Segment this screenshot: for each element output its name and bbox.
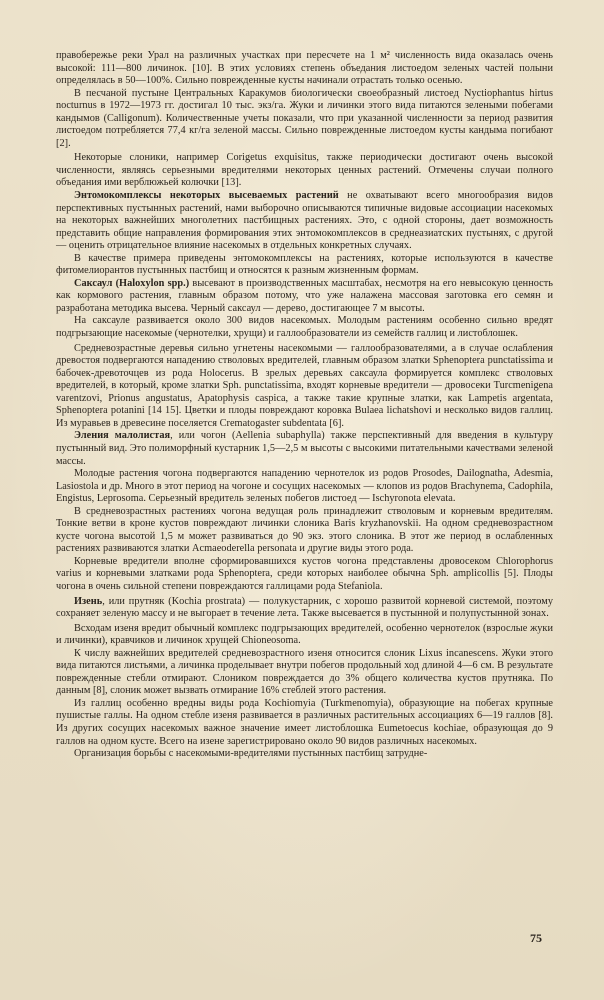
paragraph-14 [56,623,553,648]
paragraph-text: , или чогон (Aellenia subaphylla) также перспективный для введения в культуру пустынный вид. Это полиморфный кустарник 1,5—2,5 м высоты с высокими питательными качествами зеленой массы. [56,430,554,467]
paragraph-text: высевают в производственных масштабах, несмотря на его невысокую ценность как кормового растения, главным образом потому, что уже налажена массовая заготовка его семян и разработана методика высева. Черный саксаул — дерево, достигающее 7 м высоты. [56,277,553,314]
paragraph-5 [56,253,553,278]
paragraph-10 [56,468,553,506]
paragraph-text: В песчаной пустыне Центральных Каракумов биологически своеобразный листоед Nyctiophantus hirtus nocturnus в 1972—1973 гг. достигал 10 тыс. экз/га. Жуки и личинки этого вида питаются зелеными побегами кандымов (Calligonum). Количественные учеты показали, что при указанной численности за период развития листоедом потребляется 77,4 кг/га зеленой массы. Сильно поврежденные листоедом кусты кандыма погибают [2]. [56,87,553,149]
paragraph-heading: Энтомокомплексы некоторых высеваемых растений [74,190,339,202]
paragraph-4 [56,190,553,253]
body-text [56,50,553,761]
paragraph-text: Молодые растения чогона подвергаются нападению чернотелок из родов Prosodes, Dailognatha, Adesmia, Lasiostola и др. Много в этот период на чогоне и сосущих насекомых — клопов из родов Brachynema, Cadophila, Engistus, Leprosoma. Серьезный вредитель зеленых побегов листоед — Ischyronota elevata. [56,468,553,505]
paragraph-text: , или прутняк (Kochia prostrata) — полукустарник, с хорошо развитой корневой системой, поэтому сохраняет зеленую массу и не выгорает в течение лета. Также высевается в пустынной и полупустынной зонах. [56,595,553,620]
paragraph-heading: Саксаул (Haloxylon spp.) [74,277,190,289]
paragraph-13 [56,596,553,621]
paragraph-text: Всходам изеня вредит обычный комплекс подгрызающих вредителей, особенно чернотелок (взрослые жуки и личинки), кравчиков и личинок хрущей Chioneosoma. [56,622,553,647]
paragraph-6 [56,278,553,316]
paragraph-text: Средневозрастные деревья сильно угнетены насекомыми — галлообразователями, а в случае ослабления древостоя подвергаются нападению стволовых вредителей, главным образом златки Sphenoptera punctatissima и бабочек-древоточцев из рода Holocerus. В зрелых деревьях саксаула формируется комплекс стволовых вредителей, в который, кроме златки Sph. punctatissima, входят корневые вредители — дровосеки Turcmenigena varentzovi, Prionus angustatus, Apatophysis caspica, а также такие крупные златки, как Lampetis argentata, Sphenoptera potanini [14 15]. Цветки и плоды повреждают коровка Bulaea lichatshovi и несколько видов галлиц. Из муравьев в древесине поселяется Crematogaster subdentata [6]. [56,342,553,429]
paragraph-2 [56,88,553,151]
paragraph-text: В качестве примера приведены энтомокомплексы на растениях, которые используются в качестве фитомелиорантов пустынных пастбищ и относятся к разным жизненным формам. [56,252,553,277]
page-number: 75 [530,931,542,945]
paragraph-1 [56,50,553,88]
paragraph-12 [56,556,553,594]
paragraph-text: На саксауле развивается около 300 видов насекомых. Молодым растениям особенно сильно вредят подгрызающие насекомые (чернотелки, хрущи) и галлообразователи из семейств галлиц и листоблошек. [56,315,553,340]
paragraph-16 [56,698,553,748]
paragraph-15 [56,648,553,698]
paragraph-text: Корневые вредители вполне сформировавшихся кустов чогона представлены дровосеком Chlorophorus varius и корневыми златками рода Sphenoptera, среди которых наиболее обычна Sph. amplicollis [5]. Плоды чогона в очень сильной степени повреждаются галлицами рода Stefaniola. [56,555,553,592]
paragraph-heading: Изень [74,595,103,607]
paragraph-8 [56,343,553,431]
paragraph-text: В средневозрастных растениях чогона ведущая роль принадлежит стволовым и корневым вредителям. Тонкие ветви в кроне кустов повреждают личинки слоника Baris kryzhanovskii. На одном средневозрастном кусте чогона высотой 1,5 м может развиваться до 90 экз. этого слоника. В этот же период в ослабленных растениях развиваются златки Acmaeoderella personata и другие виды этого рода. [56,505,553,555]
paragraph-7 [56,315,553,340]
paragraph-heading: Эления малолистая [74,430,171,442]
paragraph-9 [56,430,553,468]
paragraph-text: Из галлиц особенно вредны виды рода Kochiomyia (Turkmenomyia), образующие на побегах крупные пушистые галлы. На одном стебле изеня развивается в различных растительных ассоциациях 6—19 галлов [8]. Из других сосущих насекомых важное значение имеет листоблошка Eumetoecus kochiae, образующая до 9 галлов на одном кусте. Всего на изене зарегистрировано около 90 видов различных насекомых. [56,697,553,747]
paragraph-text: Организация борьбы с насекомыми-вредителями пустынных пастбищ затрудне- [74,748,428,760]
paragraph-text: Некоторые слоники, например Corigetus exquisitus, также периодически достигают очень высокой численности, являясь серьезными вредителями некоторых ценных растений. Отмечены случаи полного объедания ими верблюжьей колючки [13]. [56,152,553,189]
paragraph-text: правобережье реки Урал на различных участках при пересчете на 1 м² численность вида оказалась очень высокой: 111—800 личинок. [10]. В этих условиях степень объедания листоедом зеленых частей полыни определялась в 50—100%. Сильно поврежденные кусты начинали отрастать только осенью. [56,50,553,87]
paragraph-11 [56,506,553,556]
paragraph-text: К числу важнейших вредителей средневозрастного изеня относится слоник Lixus incanescens. Жуки этого вида питаются листьями, а личинка проделывает внутри побегов продольный ход длиной 4—6 см. В результате поврежденные стебли отмирают. Слоником повреждается до 3% общего количества кустов прутняка. По данным [8], слоник может вызвать отмирание 16% стеблей этого растения. [56,647,553,697]
paragraph-3 [56,152,553,190]
paragraph-17 [56,748,553,761]
paragraph-text: не охватывают всего многообразия видов перспективных пустынных растений, нами выборочно описываются типичные видовые ассоциации насекомых на некоторых важнейших многолетних пастбищных растениях. Это, с одной стороны, дает возможность представить общие направления формирования этих энтомокомплексов в среднеазиатских пустынях, с другой — оценить отрицательное влияние насекомых в отдельных конкретных случаях. [56,190,553,252]
